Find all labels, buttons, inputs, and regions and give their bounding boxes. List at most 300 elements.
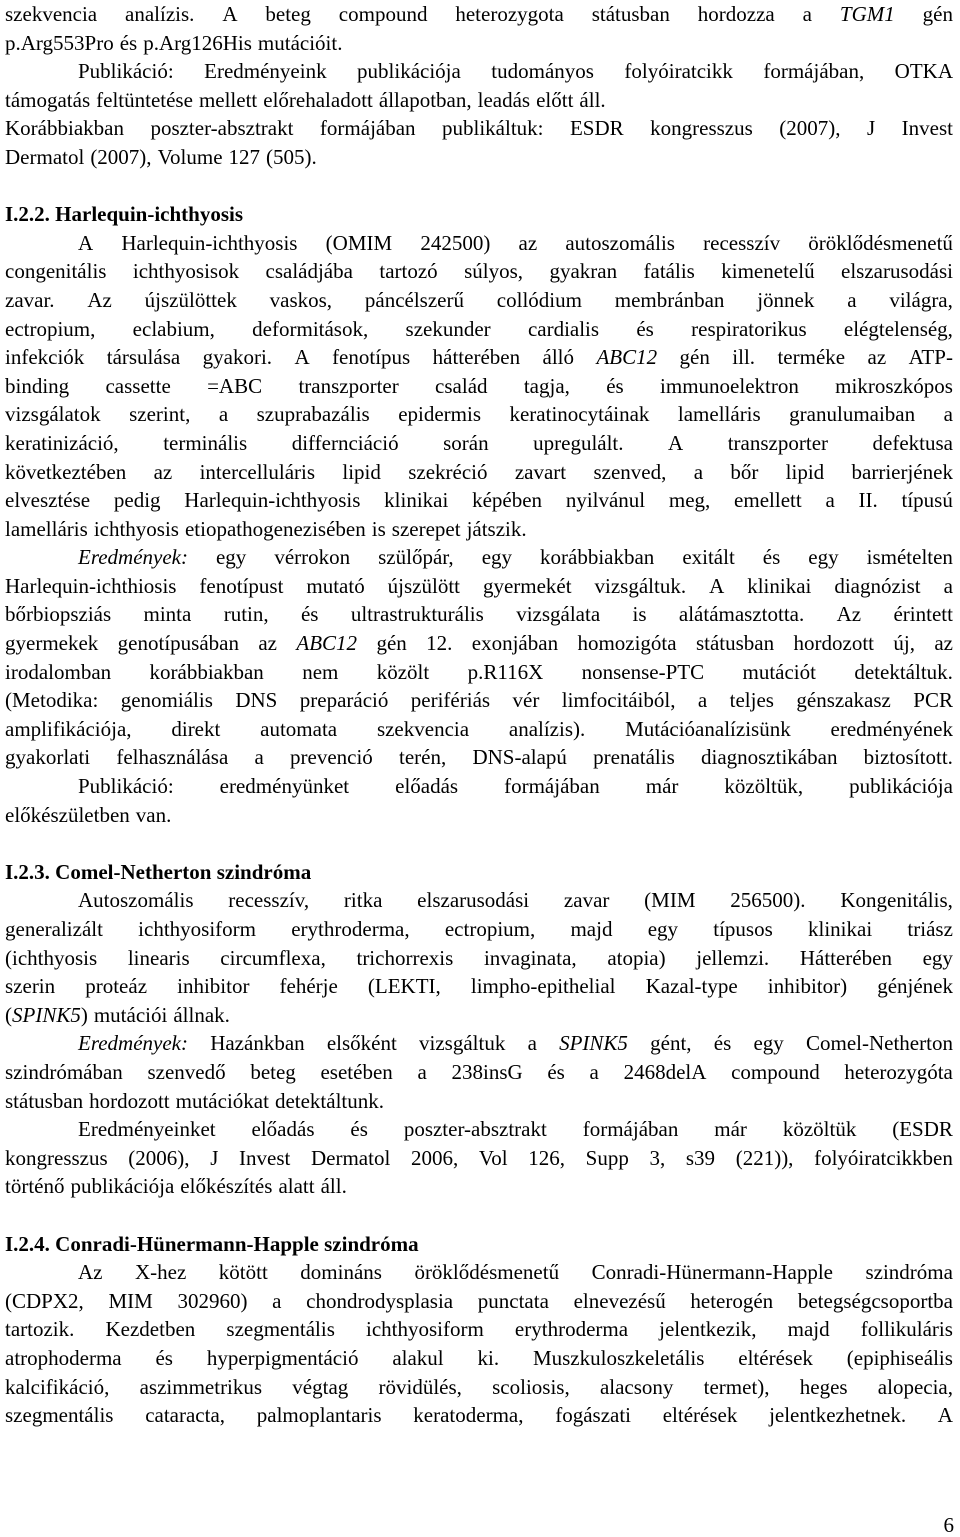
word: intercelluláris: [199, 459, 316, 484]
word: eclabium,: [132, 316, 215, 341]
word: deformitások,: [252, 316, 369, 341]
word: publikációja: [849, 774, 953, 799]
word: p.R116X: [467, 659, 544, 684]
word: ABC12: [296, 631, 358, 656]
word: közölt: [376, 659, 430, 684]
word: leadás: [477, 87, 531, 112]
word: ABC12: [596, 345, 658, 370]
word: ritka: [343, 888, 383, 913]
word: elvesztése: [5, 488, 91, 513]
word: is: [371, 516, 386, 541]
word: folyóiratcikk: [624, 59, 733, 84]
word: TGM1: [839, 2, 895, 26]
word: II.: [858, 488, 878, 513]
word: szekvencia: [376, 716, 470, 741]
word: genotípusában: [117, 631, 239, 656]
text-line: [5, 458, 953, 487]
word: perifériás: [410, 688, 491, 713]
word: s39: [685, 1145, 716, 1170]
text-line: [5, 944, 953, 973]
section-heading: I.2.2. Harlequin-ichthyosis: [5, 202, 244, 227]
word: (ichthyosis: [5, 945, 98, 970]
word: páncélszerű: [364, 287, 464, 312]
word: nem: [302, 659, 339, 684]
word: Harlequin-ichthiosis: [5, 573, 177, 598]
word: respiratorikus: [691, 316, 807, 341]
word: előkészületben: [5, 802, 130, 827]
word: elnevezésű: [573, 1288, 666, 1313]
word: preparáció: [299, 688, 389, 713]
text-line: [5, 429, 953, 458]
word: emellett: [734, 488, 802, 513]
word: újszülött: [387, 573, 460, 598]
word: fehérje: [279, 974, 338, 999]
word: a: [417, 1059, 427, 1084]
word: hordozott: [793, 631, 874, 656]
word: Korábbiakban: [5, 116, 124, 141]
word: Dermatol: [5, 144, 85, 169]
text-line: [5, 257, 953, 286]
word: (OMIM: [325, 230, 393, 255]
word: (LEKTI,: [367, 974, 441, 999]
word: ichthyosiform: [365, 1317, 484, 1342]
word: egy: [808, 545, 839, 570]
word: inhibitor: [177, 974, 250, 999]
word: eltérések: [662, 1403, 738, 1428]
word: tartozik.: [5, 1317, 75, 1342]
word: recesszív: [703, 230, 781, 255]
word: játszik.: [466, 516, 527, 541]
word: formájában: [319, 116, 416, 141]
word: linearis: [127, 945, 190, 970]
word: ismételten: [866, 545, 953, 570]
word: DNS-alapú: [472, 745, 567, 770]
word: szegmentális: [5, 1403, 114, 1428]
word: Conradi-Hünermann-Happle: [591, 1260, 833, 1285]
word: circumflexa,: [220, 945, 326, 970]
word: felhasználása: [116, 745, 229, 770]
word: kimenetelű: [721, 259, 815, 284]
word: ill.: [732, 345, 756, 370]
text-line: [5, 372, 953, 401]
word: már: [645, 774, 679, 799]
word: epidermis: [398, 402, 482, 427]
word: Invest: [901, 116, 953, 141]
word: erythroderma,: [291, 917, 410, 941]
word: jelentkezhetnek.: [769, 1403, 907, 1428]
word: egy: [922, 945, 953, 970]
word: ichthyosisok: [132, 259, 240, 284]
word: lipid: [785, 459, 825, 484]
word: (ESDR: [892, 1117, 953, 1142]
word: keratinocytáinak: [509, 402, 650, 427]
word: Az: [836, 602, 862, 627]
word: heterogén: [690, 1288, 774, 1313]
word: A: [294, 345, 310, 370]
word: fogászati: [555, 1403, 631, 1428]
word: alopecia,: [877, 1374, 953, 1399]
word: a: [802, 2, 812, 26]
word: homozigóta: [577, 631, 677, 656]
word: scoliosis,: [492, 1374, 570, 1399]
word: és: [119, 30, 138, 55]
text-line: [5, 743, 953, 772]
word: biztosított.: [863, 745, 953, 770]
word: szenved,: [593, 459, 667, 484]
word: öröklődésmenetű: [414, 1260, 560, 1285]
word: közöltük: [782, 1117, 857, 1142]
word: vaskos,: [269, 287, 333, 312]
word: típusú: [901, 488, 953, 513]
text-line: [5, 343, 953, 372]
word: automata: [260, 716, 338, 741]
word: kötött: [218, 1260, 268, 1285]
word: poszter-absztrakt: [403, 1117, 547, 1142]
text-line: [5, 629, 953, 658]
word: az: [258, 631, 278, 656]
text-line: [5, 143, 953, 172]
word: vizsgáltuk.: [594, 573, 687, 598]
word: direkt: [171, 716, 221, 741]
word: invaginata,: [483, 945, 577, 970]
word: a: [697, 688, 708, 713]
word: már: [714, 1117, 747, 1142]
word: folyóiratcikkben: [814, 1145, 953, 1170]
word: feltüntetése: [96, 87, 193, 112]
word: X-hez: [134, 1260, 187, 1285]
word: (505).: [266, 144, 317, 169]
word: Harlequin-ichthyosis: [184, 488, 361, 513]
word: (epiphiseális: [846, 1345, 953, 1370]
word: alacsony: [599, 1374, 674, 1399]
word: Invest: [239, 1145, 291, 1170]
word: újszülöttek: [144, 287, 237, 312]
word: infekciók: [5, 345, 85, 370]
word: mutációi: [93, 1002, 168, 1027]
word: compound: [731, 1059, 820, 1084]
word: egy: [753, 1031, 784, 1056]
word: keratinizáció,: [5, 430, 119, 455]
word: gént,: [650, 1031, 692, 1056]
word: mellett: [198, 87, 258, 112]
word: OTKA: [894, 59, 953, 84]
word: transzporter: [727, 430, 829, 455]
word: az: [934, 631, 953, 656]
word: etiopathogenezisében: [184, 516, 366, 541]
word: fatális: [643, 259, 695, 284]
word: inhibitor): [767, 974, 848, 999]
word: Comel-Netherton: [805, 1031, 953, 1056]
word: (MIM: [644, 888, 696, 913]
word: transzporter: [298, 373, 399, 398]
word: klinikai: [384, 488, 449, 513]
word: vizsgálata: [516, 602, 601, 627]
word: irodalomban: [5, 659, 112, 684]
word: hordozza: [697, 2, 775, 26]
word: DNS: [235, 688, 278, 713]
word: ectropium,: [444, 917, 536, 941]
word: előrehaladott: [263, 87, 373, 112]
word: világra,: [889, 287, 953, 312]
word: a: [527, 1031, 537, 1056]
word: SPINK5: [559, 1031, 628, 1056]
word: elszarusodási: [417, 888, 530, 913]
word: új,: [893, 631, 915, 656]
text-line: [5, 972, 953, 1001]
word: membránban: [614, 287, 725, 312]
word: szuprabazális: [256, 402, 370, 427]
word: vér: [512, 688, 540, 713]
word: van.: [135, 802, 172, 827]
word: elsőként: [326, 1031, 397, 1056]
word: történő: [5, 1174, 65, 1199]
word: (2007),: [779, 116, 841, 141]
word: súlyos,: [464, 259, 524, 284]
word: bőrbiopsziás: [5, 602, 112, 627]
word: szülőpár,: [378, 545, 454, 570]
word: a: [943, 573, 953, 598]
word: is: [632, 602, 647, 627]
word: rövidülés,: [378, 1374, 462, 1399]
word: és: [547, 1059, 565, 1084]
word: palmoplantaris: [256, 1403, 382, 1428]
word: meg,: [668, 488, 711, 513]
word: alakul: [392, 1345, 444, 1370]
word: analízis).: [508, 716, 586, 741]
word: kalcifikáció,: [5, 1374, 110, 1399]
word: előtt: [536, 87, 574, 112]
word: szekréció: [408, 459, 488, 484]
section-heading: I.2.4. Conradi-Hünermann-Happle szindróma: [5, 1231, 419, 1256]
word: Vol: [478, 1145, 508, 1170]
word: előadás: [251, 1117, 315, 1142]
word: ATP-: [908, 345, 953, 370]
word: elszarusodási: [841, 259, 953, 284]
word: állapotban,: [378, 87, 472, 112]
word: Kongenitális,: [840, 888, 953, 913]
word: jelentkezik,: [659, 1317, 757, 1342]
word: bőr: [730, 459, 759, 484]
word: gén: [679, 345, 710, 370]
text-line: [5, 1172, 953, 1201]
word: A: [937, 1403, 953, 1428]
word: Eredmények:: [78, 545, 188, 570]
word: cassette: [105, 373, 171, 398]
word: beteg: [250, 1059, 296, 1084]
text-line: [5, 286, 953, 315]
word: trichorrexis: [356, 945, 454, 970]
word: közöltük,: [724, 774, 804, 799]
word: és: [606, 373, 624, 398]
word: ichthyosis: [93, 516, 179, 541]
word: családjába: [265, 259, 353, 284]
word: upregulált.: [533, 430, 624, 455]
text-line: [5, 658, 953, 687]
text-line: [5, 1344, 953, 1373]
text-line: [5, 486, 953, 515]
word: áll.: [320, 1174, 347, 1199]
word: defektusa: [872, 430, 953, 455]
word: minta: [143, 602, 192, 627]
word: alatt: [278, 1174, 315, 1199]
word: Volume: [157, 144, 223, 169]
word: mutató: [306, 573, 365, 598]
word: collódium: [496, 287, 582, 312]
word: korábbiakban: [149, 659, 264, 684]
word: rutin,: [223, 602, 269, 627]
word: 126,: [528, 1145, 566, 1170]
word: hyperpigmentáció: [206, 1345, 359, 1370]
word: mutációt: [742, 659, 816, 684]
word: Kazal-type: [645, 974, 738, 999]
text-line: [5, 1001, 953, 1030]
text-line: [5, 1373, 953, 1402]
word: szegmentális: [226, 1317, 335, 1342]
word: klinikai: [747, 573, 812, 598]
word: A: [709, 573, 725, 598]
word: exitált: [682, 545, 735, 570]
word: végtag: [292, 1374, 349, 1399]
word: a: [272, 1288, 282, 1313]
word: diagnózist: [834, 573, 921, 598]
word: gyermekét: [482, 573, 572, 598]
paragraph-gap: [5, 1201, 953, 1230]
word: detektáltuk.: [854, 659, 953, 684]
word: család: [435, 373, 488, 398]
text-line: [5, 1258, 953, 1287]
word: a: [847, 287, 857, 312]
word: a: [825, 488, 835, 513]
word: publikációja: [357, 59, 461, 84]
word: hordozott: [89, 1088, 170, 1113]
text-line: [5, 315, 953, 344]
word: 3,: [649, 1145, 666, 1170]
text-line: [5, 1058, 953, 1087]
word: A: [78, 230, 94, 255]
word: szerint,: [129, 402, 191, 427]
text-line: [5, 686, 953, 715]
word: cataracta,: [145, 1403, 226, 1428]
text-line: [5, 1087, 953, 1116]
word: szerin: [5, 974, 56, 999]
word: eredményünket: [219, 774, 350, 799]
word: Az: [87, 287, 112, 312]
word: Harlequin-ichthyosis: [121, 230, 298, 255]
word: Kezdetben: [105, 1317, 196, 1342]
word: keratoderma,: [413, 1403, 524, 1428]
word: terméke: [777, 345, 846, 370]
word: (2006),: [128, 1145, 190, 1170]
word: egy: [481, 545, 513, 570]
word: terminális: [163, 430, 248, 455]
word: vizsgáltuk: [419, 1031, 506, 1056]
word: ectropium,: [5, 316, 96, 341]
word: a: [943, 402, 953, 427]
word: szenvedő: [147, 1059, 226, 1084]
word: compound: [338, 2, 428, 26]
word: limpho-epithelial: [470, 974, 616, 999]
word: triász: [907, 917, 953, 941]
word: érintett: [893, 602, 953, 627]
word: zavart: [514, 459, 567, 484]
word: cardialis: [527, 316, 600, 341]
text-line: [5, 1401, 953, 1430]
word: szekunder: [405, 316, 491, 341]
text-line: [5, 400, 953, 429]
word: vérrokon: [274, 545, 351, 570]
word: A: [668, 430, 684, 455]
word: detektáltunk.: [274, 1088, 385, 1113]
word: mutációit.: [257, 30, 343, 55]
word: MIM: [108, 1288, 153, 1313]
word: Dermatol: [310, 1145, 391, 1170]
text-line: [5, 229, 953, 258]
word: előkészítés: [180, 1174, 273, 1199]
word: (SPINK5): [5, 1002, 88, 1027]
word: tartozó: [379, 259, 438, 284]
word: 238insG: [451, 1059, 523, 1084]
word: analízis.: [125, 2, 195, 26]
word: barrierjének: [851, 459, 953, 484]
word: genomiális: [120, 688, 213, 713]
word: zavar: [563, 888, 610, 913]
word: beteg: [265, 2, 311, 26]
paragraph-gap: [5, 829, 953, 858]
word: immunoelektron: [660, 373, 799, 398]
word: gyermekek: [5, 631, 99, 656]
word: szekvencia: [5, 2, 98, 26]
text-line: [5, 572, 953, 601]
word: betegségcsoportba: [797, 1288, 953, 1313]
word: heges: [799, 1374, 848, 1399]
word: öröklődésmenetű: [808, 230, 953, 255]
word: 12.: [426, 631, 453, 656]
word: =ABC: [207, 373, 263, 398]
word: aszimmetrikus: [139, 1374, 263, 1399]
word: (221)),: [735, 1145, 794, 1170]
word: korábbiakban: [540, 545, 655, 570]
word: generalizált: [5, 917, 103, 941]
word: és: [300, 602, 319, 627]
word: PCR: [913, 688, 953, 713]
word: hátterében: [432, 345, 521, 370]
word: Muszkuloszkeletális: [532, 1345, 705, 1370]
word: Hátterében: [799, 945, 892, 970]
word: státusban: [5, 1088, 84, 1113]
word: Supp: [585, 1145, 629, 1170]
word: státusban: [591, 2, 670, 26]
word: gén: [922, 2, 953, 26]
text-line: [5, 715, 953, 744]
word: binding: [5, 373, 70, 398]
word: gén: [376, 631, 407, 656]
word: elégtelenség,: [843, 316, 953, 341]
word: ESDR: [569, 116, 624, 141]
word: társulása: [106, 345, 181, 370]
word: következtében: [5, 459, 127, 484]
word: Eredmények:: [78, 1031, 188, 1056]
word: szerepet: [391, 516, 461, 541]
text-line: [5, 1029, 953, 1058]
text-line: [5, 86, 953, 115]
word: formájában,: [763, 59, 865, 84]
word: mutációkat: [175, 1088, 269, 1113]
word: limfocitáiból,: [561, 688, 676, 713]
word: a: [254, 745, 264, 770]
text-line: [5, 543, 953, 572]
word: előadás: [395, 774, 459, 799]
word: szindrómában: [5, 1059, 123, 1084]
